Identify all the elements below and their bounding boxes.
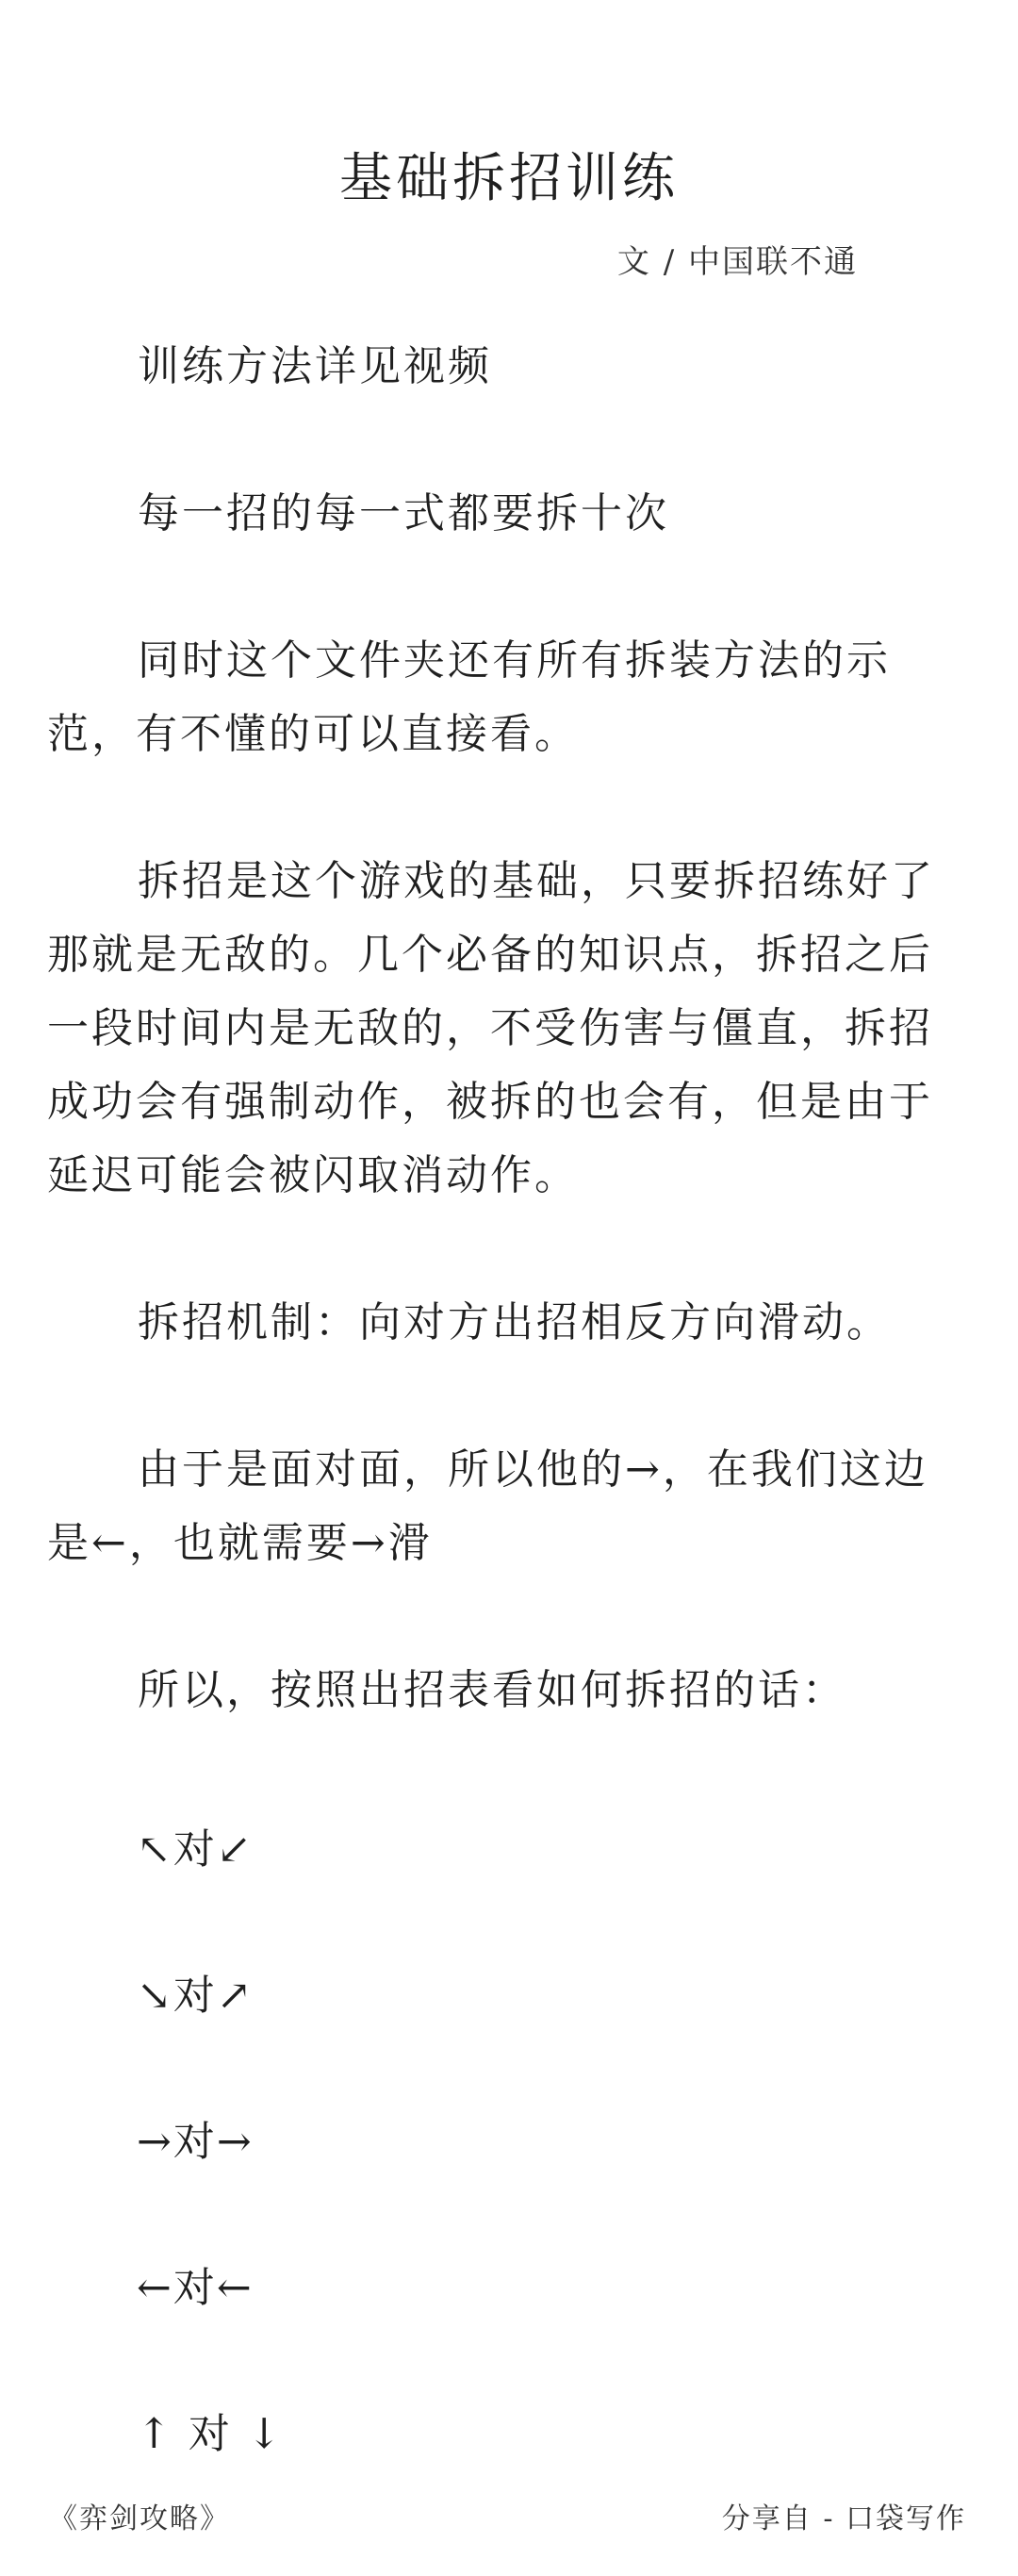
article-body bbox=[47, 330, 952, 1801]
arrow-pair-item: ↑ 对 ↓ bbox=[137, 2410, 284, 2458]
paragraph-move-table: 所以，按照出招表看如何拆招的话： bbox=[138, 1666, 846, 1714]
paragraph-basics: 拆招是这个游戏的基础，只要拆招练好了那就是无敌的。几个必备的知识点，拆招之后一段时间内是无敌的，不受伤害与僵直，拆招成功会有强制动作，被拆的也会有，但是由于延迟可能会被闪取消动作。 bbox=[47, 857, 935, 1199]
arrow-pair-item: ←对← bbox=[137, 2264, 254, 2312]
paragraph-mechanism: 拆招机制：向对方出招相反方向滑动。 bbox=[138, 1298, 891, 1346]
arrow-pair-item: ↖对↙ bbox=[137, 1825, 254, 1874]
arrow-pair-item: ↘对↗ bbox=[137, 1972, 254, 2020]
author-byline: 文 / 中国联不通 bbox=[616, 243, 858, 281]
paragraph-folder-demo: 同时这个文件夹还有所有拆装方法的示范，有不懂的可以直接看。 bbox=[47, 636, 891, 758]
page-title: 基础拆招训练 bbox=[339, 148, 679, 209]
paragraph-training-method: 训练方法详见视频 bbox=[138, 342, 492, 390]
arrow-pair-item: →对→ bbox=[137, 2118, 254, 2166]
footer-source-title: 《弈剑攻略》 bbox=[49, 2502, 230, 2535]
paragraph-repeat-ten: 每一招的每一式都要拆十次 bbox=[138, 489, 669, 537]
paragraph-face-to-face: 由于是面对面，所以他的→，在我们这边是←，也就需要→滑 bbox=[47, 1445, 928, 1567]
footer-share-credit: 分享自 - 口袋写作 bbox=[721, 2502, 966, 2535]
